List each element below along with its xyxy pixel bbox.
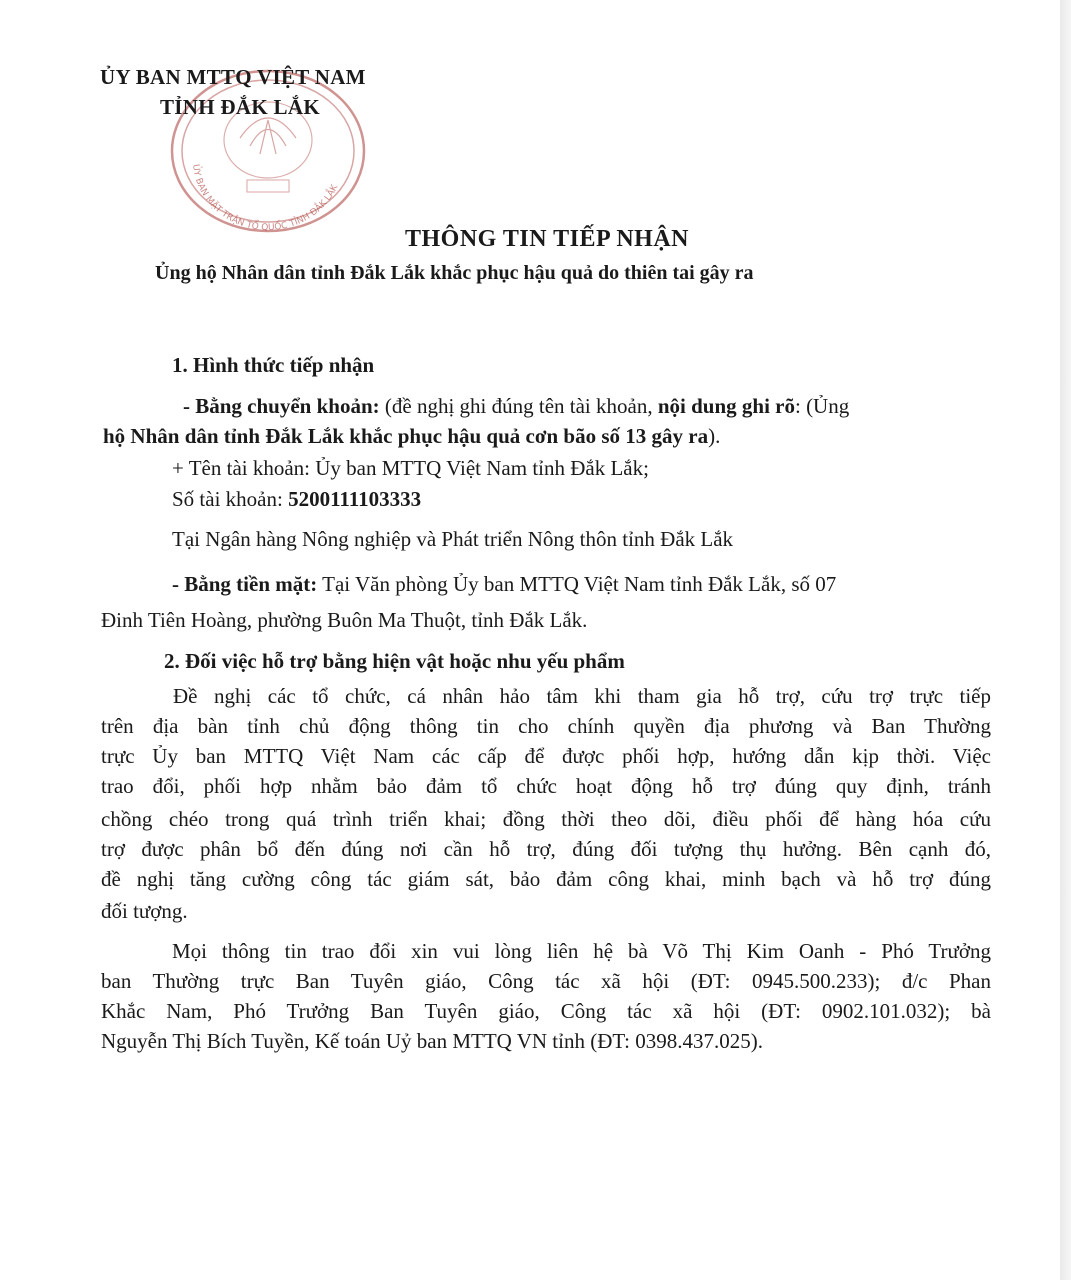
paragraph1-line: Đề nghị các tổ chức, cá nhân hảo tâm khi tham gia hỗ trợ, cứu trợ trực tiếp [173,684,991,708]
cash-address: Đinh Tiên Hoàng, phường Buôn Ma Thuột, tỉnh Đắk Lắk. [101,608,588,632]
paragraph2-line: Nguyễn Thị Bích Tuyền, Kế toán Uỷ ban MTTQ VN tỉnh (ĐT: 0398.437.025). [101,1029,763,1053]
transfer-note-b: nội dung ghi rõ [657,394,795,418]
transfer-content: hộ Nhân dân tỉnh Đắk Lắk khắc phục hậu quả cơn bão số 13 gây ra [103,424,709,448]
section1-heading: 1. Hình thức tiếp nhận [172,353,375,377]
paragraph1-line: trên địa bàn tỉnh chủ động thông tin cho chính quyền địa phương và Ban Thường [101,714,991,738]
org-name-line2: TỈNH ĐẮK LẮK [160,95,320,119]
bank-name: Tại Ngân hàng Nông nghiệp và Phát triển Nông thôn tỉnh Đắk Lắk [172,527,734,551]
page-edge [1060,0,1071,1280]
account-number-line [172,486,421,512]
transfer-close: ). [708,424,721,448]
paragraph2-line: Khắc Nam, Phó Trưởng Ban Tuyên giáo, Công tác xã hội (ĐT: 0902.101.032); bà [101,999,991,1023]
transfer-note-c: : (Ủng [794,394,850,418]
paragraph1-line: trao đổi, phối hợp nhằm bảo đảm tổ chức hoạt động hỗ trợ đúng quy định, tránh [101,774,991,798]
paragraph1-line: chồng chéo trong quá trình triển khai; đồng thời theo dõi, điều phối để hàng hóa cứu [101,807,991,831]
cash-label: - Bằng tiền mặt: [172,572,318,596]
cash-text-a: Tại Văn phòng Ủy ban MTTQ Việt Nam tỉnh Đắk Lắk, số 07 [317,572,837,596]
cash-line [172,571,836,597]
svg-text:ỦY BAN MẶT TRẬN TỔ QUỐC TỈNH Đ: ỦY BAN MẶT TRẬN TỔ QUỐC TỈNH ĐẮK LẮK [190,163,341,234]
document-title: THÔNG TIN TIẾP NHẬN [405,226,690,252]
paragraph1-line: trực Ủy ban MTTQ Việt Nam các cấp để được phối hợp, hướng dẫn kịp thời. Việc [101,744,991,768]
paragraph1-line: trợ được phân bổ đến đúng nơi cần hỗ trợ, đúng đối tượng thụ hưởng. Bên cạnh đó, [101,837,991,861]
official-seal-stamp [165,68,371,234]
transfer-label: - Bằng chuyển khoản: [183,394,380,418]
account-number: 5200111103333 [288,487,422,511]
section2-heading: 2. Đối việc hỗ trợ bằng hiện vật hoặc nhu yếu phẩm [164,649,625,673]
document-subtitle: Ủng hộ Nhân dân tỉnh Đắk Lắk khắc phục hậu quả do thiên tai gây ra [155,262,754,284]
transfer-content-line [103,423,720,449]
account-number-label: Số tài khoản: [172,487,289,511]
paragraph1-line: đề nghị tăng cường công tác giám sát, bảo đảm công khai, minh bạch và hỗ trợ đúng [101,867,991,891]
transfer-line [183,393,849,419]
account-name: + Tên tài khoản: Ủy ban MTTQ Việt Nam tỉnh Đắk Lắk; [172,456,649,480]
paragraph2-line: ban Thường trực Ban Tuyên giáo, Công tác xã hội (ĐT: 0945.500.233); đ/c Phan [101,969,991,993]
paragraph2-line: Mọi thông tin trao đổi xin vui lòng liên hệ bà Võ Thị Kim Oanh - Phó Trưởng [172,939,991,963]
org-name-line1: ỦY BAN MTTQ VIỆT NAM [100,65,366,89]
paragraph1-line: đối tượng. [101,899,188,923]
transfer-note-a: (đề nghị ghi đúng tên tài khoản, [379,394,658,418]
